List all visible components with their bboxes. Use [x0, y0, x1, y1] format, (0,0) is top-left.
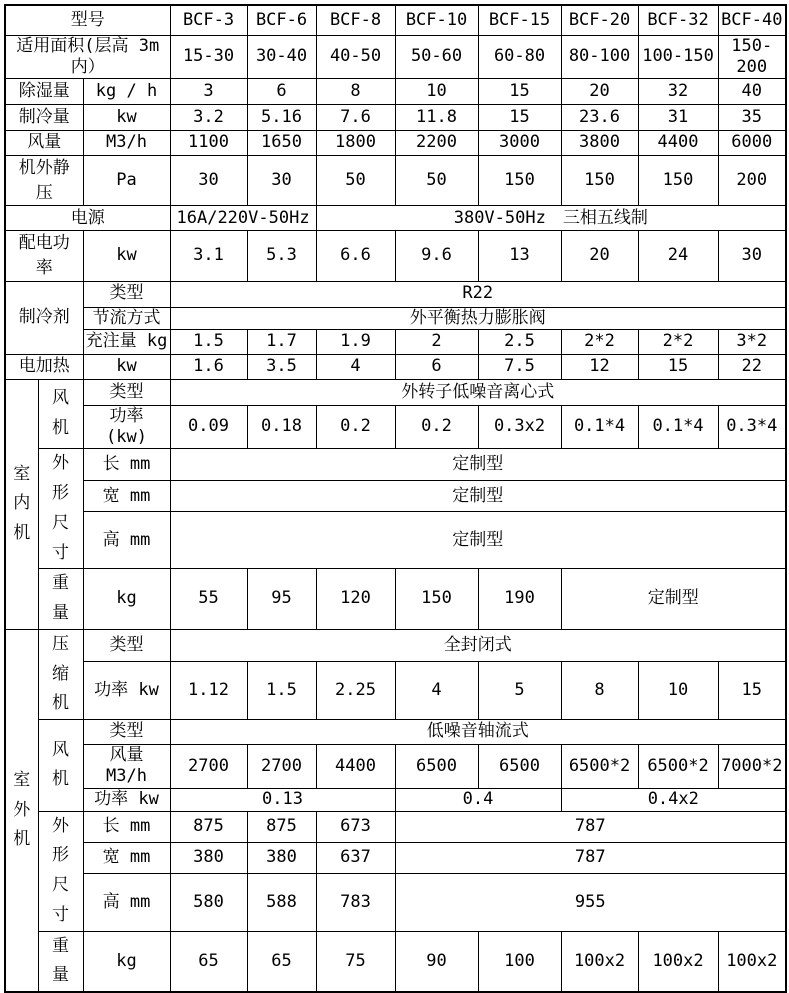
label-cell: 长 mm — [83, 811, 170, 842]
value-cell: 8 — [561, 662, 638, 720]
value-cell: 1.12 — [170, 662, 247, 720]
value-cell: 0.13 — [170, 788, 395, 811]
value-cell: 90 — [395, 931, 478, 992]
table-row — [5, 231, 786, 281]
value-cell: 875 — [247, 811, 316, 842]
label-cell: 类型 — [83, 720, 170, 745]
value-cell: 380 — [247, 842, 316, 873]
value-cell: 0.09 — [170, 405, 247, 449]
value-cell: 65 — [170, 931, 247, 992]
value-cell: 1.5 — [247, 662, 316, 720]
value-cell: 0.1*4 — [561, 405, 638, 449]
value-cell: 6000 — [718, 131, 786, 156]
value-cell: 10 — [395, 79, 478, 105]
table-row — [5, 449, 786, 481]
value-cell: 150-200 — [718, 35, 786, 79]
value-cell: 1800 — [316, 131, 395, 156]
value-cell: 3*2 — [718, 329, 786, 354]
table-row — [5, 281, 786, 307]
value-cell: 1650 — [247, 131, 316, 156]
header-row — [5, 5, 786, 35]
value-cell: 150 — [395, 569, 478, 630]
value-cell: 3.1 — [170, 231, 247, 281]
label-cell: 充注量 kg — [83, 329, 170, 354]
label-cell: 配电功率 — [5, 231, 83, 281]
label-cell: 外形尺寸 — [38, 449, 83, 569]
value-cell: 150 — [638, 156, 718, 206]
column-header-cell: BCF-8 — [316, 5, 395, 35]
value-cell: 2.5 — [478, 329, 561, 354]
value-cell: 955 — [395, 874, 786, 932]
value-cell: 30-40 — [247, 35, 316, 79]
value-cell: 120 — [316, 569, 395, 630]
value-cell: 0.2 — [395, 405, 478, 449]
label-cell: 外转子低噪音离心式 — [170, 379, 786, 405]
value-cell: 2.25 — [316, 662, 395, 720]
value-cell: 0.3*4 — [718, 405, 786, 449]
label-cell: 类型 — [83, 281, 170, 307]
value-cell: 588 — [247, 874, 316, 932]
value-cell: 30 — [247, 156, 316, 206]
value-cell: 1.5 — [170, 329, 247, 354]
column-header-cell: BCF-20 — [561, 5, 638, 35]
value-cell: 6500*2 — [638, 745, 718, 789]
table-row — [5, 307, 786, 329]
value-cell: 80-100 — [561, 35, 638, 79]
value-cell: 15 — [478, 79, 561, 105]
value-cell: 6 — [395, 354, 478, 379]
value-cell: 2*2 — [638, 329, 718, 354]
value-cell: 0.4 — [395, 788, 561, 811]
table-row — [5, 35, 786, 79]
column-header-cell: BCF-32 — [638, 5, 718, 35]
label-cell: 节流方式 — [83, 307, 170, 329]
value-cell: 4400 — [638, 131, 718, 156]
label-cell: 室内机 — [5, 379, 38, 629]
table-corner-cell: 型号 — [5, 5, 170, 35]
value-cell: 4 — [316, 354, 395, 379]
label-cell: 宽 mm — [83, 842, 170, 873]
value-cell: 23.6 — [561, 105, 638, 131]
label-cell: 功率 kw — [83, 662, 170, 720]
value-cell: 100 — [478, 931, 561, 992]
label-cell: 外平衡热力膨胀阀 — [170, 307, 786, 329]
value-cell: 2*2 — [561, 329, 638, 354]
table-row — [5, 629, 786, 661]
value-cell: 15 — [718, 662, 786, 720]
value-cell: 0.18 — [247, 405, 316, 449]
value-cell: 20 — [561, 79, 638, 105]
table-row — [5, 354, 786, 379]
column-header-cell: BCF-3 — [170, 5, 247, 35]
table-row — [5, 131, 786, 156]
value-cell: 7.5 — [478, 354, 561, 379]
value-cell: 13 — [478, 231, 561, 281]
column-header-cell: BCF-40 — [718, 5, 786, 35]
value-cell: 783 — [316, 874, 395, 932]
value-cell: 35 — [718, 105, 786, 131]
value-cell: 200 — [718, 156, 786, 206]
value-cell: 0.2 — [316, 405, 395, 449]
value-cell: R22 — [170, 281, 786, 307]
value-cell: 580 — [170, 874, 247, 932]
value-cell: 787 — [395, 811, 786, 842]
value-cell: 5.3 — [247, 231, 316, 281]
value-cell: 4400 — [316, 745, 395, 789]
table-row — [5, 481, 786, 512]
value-cell: M3/h — [83, 131, 170, 156]
value-cell: 150 — [478, 156, 561, 206]
value-cell: 673 — [316, 811, 395, 842]
value-cell: Pa — [83, 156, 170, 206]
value-cell: 100-150 — [638, 35, 718, 79]
table-row — [5, 206, 786, 231]
label-cell: 低噪音轴流式 — [170, 720, 786, 745]
value-cell: 16A/220V-50Hz — [170, 206, 316, 231]
value-cell: 2700 — [247, 745, 316, 789]
value-cell: 15 — [638, 354, 718, 379]
label-cell: 风量 — [5, 131, 83, 156]
value-cell: 3.5 — [247, 354, 316, 379]
value-cell: 3800 — [561, 131, 638, 156]
table-row — [5, 405, 786, 449]
value-cell: 2 — [395, 329, 478, 354]
label-cell: 适用面积(层高 3m内） — [5, 35, 170, 79]
value-cell: 6500 — [478, 745, 561, 789]
value-cell: 30 — [170, 156, 247, 206]
label-cell: 类型 — [83, 379, 170, 405]
value-cell: 75 — [316, 931, 395, 992]
value-cell: 50 — [316, 156, 395, 206]
value-cell: 65 — [247, 931, 316, 992]
value-cell: 5 — [478, 662, 561, 720]
value-cell: 6.6 — [316, 231, 395, 281]
table-row — [5, 512, 786, 569]
value-cell: 3 — [170, 79, 247, 105]
value-cell: 150 — [561, 156, 638, 206]
table-row — [5, 842, 786, 873]
value-cell: 875 — [170, 811, 247, 842]
value-cell: 0.3x2 — [478, 405, 561, 449]
label-cell: 制冷剂 — [5, 281, 83, 354]
value-cell: 50 — [395, 156, 478, 206]
value-cell: 95 — [247, 569, 316, 630]
label-cell: 室外机 — [5, 629, 38, 992]
value-cell: 100x2 — [561, 931, 638, 992]
spec-table — [4, 4, 787, 993]
value-cell: kw — [83, 105, 170, 131]
value-cell: 1100 — [170, 131, 247, 156]
label-cell: 定制型 — [561, 569, 786, 630]
value-cell: 4 — [395, 662, 478, 720]
label-cell: 高 mm — [83, 874, 170, 932]
value-cell: 8 — [316, 79, 395, 105]
value-cell: 1.6 — [170, 354, 247, 379]
label-cell: 外形尺寸 — [38, 811, 83, 931]
table-row — [5, 379, 786, 405]
label-cell: 风机 — [38, 720, 83, 812]
label-cell: 高 mm — [83, 512, 170, 569]
value-cell: kg — [83, 569, 170, 630]
value-cell: 637 — [316, 842, 395, 873]
label-cell: 定制型 — [170, 449, 786, 481]
table-row — [5, 720, 786, 745]
value-cell: 22 — [718, 354, 786, 379]
label-cell: 电源 — [5, 206, 170, 231]
label-cell: 类型 — [83, 629, 170, 661]
label-cell: 380V-50Hz 三相五线制 — [316, 206, 786, 231]
label-cell: 除湿量 — [5, 79, 83, 105]
value-cell: 2700 — [170, 745, 247, 789]
value-cell: kw — [83, 231, 170, 281]
value-cell: 9.6 — [395, 231, 478, 281]
value-cell: kg — [83, 931, 170, 992]
value-cell: 3000 — [478, 131, 561, 156]
value-cell: 5.16 — [247, 105, 316, 131]
table-row — [5, 105, 786, 131]
value-cell: 50-60 — [395, 35, 478, 79]
label-cell: 宽 mm — [83, 481, 170, 512]
value-cell: 30 — [718, 231, 786, 281]
label-cell: 功率 kw — [83, 788, 170, 811]
table-row — [5, 156, 786, 206]
value-cell: 1.9 — [316, 329, 395, 354]
value-cell: 24 — [638, 231, 718, 281]
value-cell: 15 — [478, 105, 561, 131]
value-cell: 2200 — [395, 131, 478, 156]
table-row — [5, 79, 786, 105]
value-cell: 380 — [170, 842, 247, 873]
value-cell: 11.8 — [395, 105, 478, 131]
column-header-cell: BCF-15 — [478, 5, 561, 35]
label-cell: 功率 (kw) — [83, 405, 170, 449]
label-cell: 机外静压 — [5, 156, 83, 206]
value-cell: 32 — [638, 79, 718, 105]
value-cell: 6500 — [395, 745, 478, 789]
column-header-cell: BCF-10 — [395, 5, 478, 35]
label-cell: 风机 — [38, 379, 83, 449]
value-cell: 40 — [718, 79, 786, 105]
table-row — [5, 662, 786, 720]
value-cell: 3.2 — [170, 105, 247, 131]
label-cell: 重量 — [38, 931, 83, 992]
label-cell: 定制型 — [170, 481, 786, 512]
value-cell: 60-80 — [478, 35, 561, 79]
label-cell: 重量 — [38, 569, 83, 630]
table-row — [5, 745, 786, 789]
value-cell: 10 — [638, 662, 718, 720]
value-cell: 100x2 — [718, 931, 786, 992]
value-cell: kg / h — [83, 79, 170, 105]
value-cell: 7.6 — [316, 105, 395, 131]
label-cell: 风量 M3/h — [83, 745, 170, 789]
value-cell: 1.7 — [247, 329, 316, 354]
value-cell: 20 — [561, 231, 638, 281]
value-cell: 15-30 — [170, 35, 247, 79]
table-row — [5, 874, 786, 932]
table-row — [5, 811, 786, 842]
label-cell: 制冷量 — [5, 105, 83, 131]
value-cell: 40-50 — [316, 35, 395, 79]
label-cell: 压缩机 — [38, 629, 83, 719]
value-cell: 7000*2 — [718, 745, 786, 789]
value-cell: 0.4x2 — [561, 788, 786, 811]
value-cell: 6500*2 — [561, 745, 638, 789]
value-cell: 55 — [170, 569, 247, 630]
table-row — [5, 931, 786, 992]
label-cell: 电加热 — [5, 354, 83, 379]
table-row — [5, 788, 786, 811]
value-cell: 12 — [561, 354, 638, 379]
value-cell: 6 — [247, 79, 316, 105]
table-row — [5, 569, 786, 630]
spec-table-body — [5, 5, 786, 992]
value-cell: 0.1*4 — [638, 405, 718, 449]
label-cell: 全封闭式 — [170, 629, 786, 661]
label-cell: 长 mm — [83, 449, 170, 481]
value-cell: 100x2 — [638, 931, 718, 992]
value-cell: 31 — [638, 105, 718, 131]
label-cell: 定制型 — [170, 512, 786, 569]
value-cell: kw — [83, 354, 170, 379]
column-header-cell: BCF-6 — [247, 5, 316, 35]
value-cell: 190 — [478, 569, 561, 630]
value-cell: 787 — [395, 842, 786, 873]
table-row — [5, 329, 786, 354]
